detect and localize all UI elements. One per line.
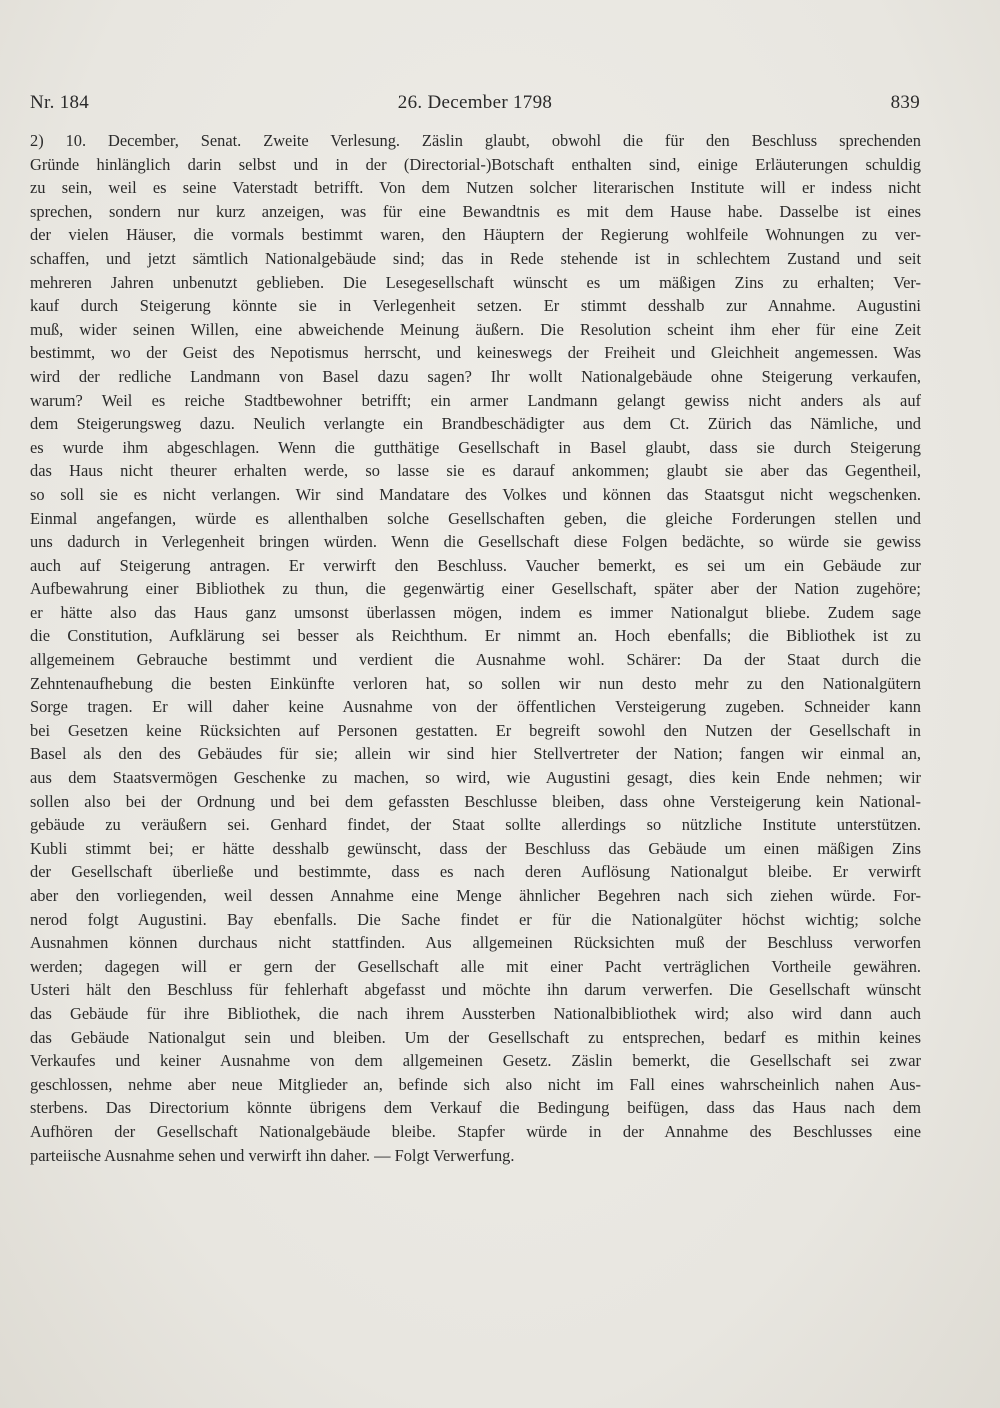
- issue-date: 26. December 1798: [397, 92, 553, 113]
- body-text: [30, 129, 921, 1167]
- text-line: zu sein, weil es seine Vaterstadt betrifft. Von dem Nutzen solcher literarischen Institute will er indess nicht: [30, 178, 921, 198]
- text-line: Ausnahmen können durchaus nicht stattfinden. Aus allgemeinen Rücksichten muß der Beschluss verworfen: [30, 933, 921, 953]
- text-line: kauf durch Steigerung könnte sie in Verlegenheit setzen. Er stimmt desshalb zur Annahme. Augustini: [30, 296, 921, 316]
- text-line: sprechen, sondern nur kurz anzeigen, was für eine Bewandtnis es mit dem Hause habe. Dasselbe ist eines: [30, 201, 921, 221]
- text-line: Basel als den des Gebäudes für sie; allein wir sind hier Stellvertreter der Nation; fangen wir einmal an,: [30, 744, 921, 764]
- text-line: der Gesellschaft überließe und bestimmte, dass es nach deren Auflösung Nationalgut bleibe. Er verwirft: [30, 862, 921, 882]
- text-line: uns dadurch in Verlegenheit bringen würden. Wenn die Gesellschaft diese Folgen bedächte, so würde sie gewiss: [30, 532, 921, 552]
- text-line: schaffen, und jetzt sämtlich Nationalgebäude sind; das in Rede stehende ist in schlechtem Zustand und seit: [30, 248, 921, 268]
- text-line: das Haus nicht theurer erhalten werde, so lasse sie es darauf ankommen; glaubt sie aber das Gegentheil,: [30, 461, 921, 481]
- text-line: nerod folgt Augustini. Bay ebenfalls. Die Sache findet er für die Nationalgüter höchst wichtig; solche: [30, 909, 921, 929]
- text-line: mehreren Jahren unbenutzt geblieben. Die Lesegesellschaft wünscht es um mäßigen Zins zu erhalten; Ver-: [30, 272, 921, 292]
- text-line: gebäude zu veräußern sei. Genhard findet, der Staat sollte allerdings so nützliche Institute unterstützen.: [30, 815, 921, 835]
- text-line: Usteri hält den Beschluss für fehlerhaft abgefasst und möchte ihn darum verwerfen. Die Gesellschaft wünscht: [30, 980, 921, 1000]
- text-line: 2) 10. December, Senat. Zweite Verlesung. Zäslin glaubt, obwohl die für den Beschluss sprechenden: [30, 131, 921, 150]
- text-line: warum? Weil es reiche Stadtbewohner betrifft; ein armer Landmann gelangt gewiss nicht anders als auf: [30, 390, 921, 410]
- text-line: geschlossen, nehme aber neue Mitglieder an, befinde sich also nicht im Fall eines wahrscheinlich nahen Aus-: [30, 1074, 921, 1094]
- text-line: Einmal angefangen, würde es allenthalben solche Gesellschaften geben, die gleiche Forderungen stellen und: [30, 508, 921, 528]
- text-line: er hätte also das Haus ganz umsonst überlassen mögen, indem es immer Nationalgut bliebe. Zudem sage: [30, 602, 921, 622]
- text-line: allgemeinem Gebrauche bestimmt und verdient die Ausnahme wohl. Schärer: Da der Staat durch die: [30, 650, 921, 670]
- text-line: aus dem Staatsvermögen Geschenke zu machen, so wird, wie Augustini gesagt, dies kein Ende nehmen; wir: [30, 768, 921, 788]
- text-line: bei Gesetzen keine Rücksichten auf Personen gestatten. Er begreift sowohl den Nutzen der Gesellschaft in: [30, 720, 921, 740]
- text-line: aber den vorliegenden, weil dessen Annahme eine Menge ähnlicher Begehren nach sich ziehen würde. For-: [30, 886, 921, 905]
- issue-number: Nr. 184: [30, 92, 90, 113]
- text-line: werden; dagegen will er gern der Gesellschaft alle mit einer Pacht verträglichen Vortheile gewähren.: [30, 956, 921, 976]
- text-line: wird der redliche Landmann von Basel dazu sagen? Ihr wollt Nationalgebäude ohne Steigerung verkaufen,: [30, 366, 921, 386]
- text-line: die Constitution, Aufklärung sei besser als Reichthum. Er nimmt an. Hoch ebenfalls; die Bibliothek ist zu: [30, 626, 921, 646]
- text-line: das Gebäude für ihre Bibliothek, die nach ihrem Aussterben Nationalbibliothek wird; also wird dann auch: [30, 1003, 921, 1023]
- text-line: dem Steigerungsweg dazu. Neulich verlangte ein Brandbeschädigter aus dem Ct. Zürich das Nämliche, und: [30, 414, 921, 434]
- text-line: Zehntenaufhebung die besten Einkünfte verloren hat, so sollen wir nun desto mehr zu den Nationalgütern: [30, 673, 921, 693]
- text-line: das Gebäude Nationalgut sein und bleiben. Um der Gesellschaft zu entsprechen, bedarf es mithin keines: [30, 1027, 921, 1047]
- text-line: muß, wider seinen Willen, eine abweichende Meinung äußern. Die Resolution scheint ihm eher für eine Zeit: [30, 319, 921, 339]
- text-line: so soll sie es nicht verlangen. Wir sind Mandatare des Volkes und können das Staatsgut nicht wegschenken.: [30, 484, 921, 504]
- text-line: Aufhören der Gesellschaft Nationalgebäude bleibe. Stapfer würde in der Annahme des Beschlusses eine: [30, 1121, 921, 1141]
- text-line: Aufbewahrung einer Bibliothek zu thun, die gegenwärtig einer Gesellschaft, später aber der Nation zugehöre;: [30, 579, 921, 599]
- text-line: Kubli stimmt bei; er hätte desshalb gewünscht, dass der Beschluss das Gebäude um einen mäßigen Zins: [30, 838, 921, 858]
- text-line: Gründe hinlänglich darin selbst und in der (Directorial-)Botschaft enthalten sind, einige Erläuterungen schuldig: [30, 154, 921, 174]
- text-line: Sorge tragen. Er will daher keine Ausnahme von der öffentlichen Versteigerung zugeben. Schneider kann: [30, 697, 921, 717]
- text-line: auch auf Steigerung antragen. Er verwirft den Beschluss. Vaucher bemerkt, es sei um ein Gebäude zur: [30, 555, 921, 575]
- page-number: 839: [890, 92, 920, 113]
- running-header: [30, 92, 920, 116]
- text-line: sollen also bei der Ordnung und bei dem gefassten Beschlusse bleiben, dass ohne Versteigerung kein National-: [30, 791, 921, 811]
- text-line: es wurde ihm abgeschlagen. Wenn die gutthätige Gesellschaft in Basel glaubt, dass sie durch Steigerung: [30, 437, 921, 457]
- text-line: parteiische Ausnahme sehen und verwirft ihn daher. — Folgt Verwerfung.: [30, 1145, 515, 1165]
- text-line: bestimmt, wo der Geist des Nepotismus herrscht, und keineswegs der Freiheit und Gleichheit angemessen. Was: [30, 343, 921, 363]
- text-line: Verkaufes und keiner Ausnahme von dem allgemeinen Gesetz. Zäslin bemerkt, die Gesellschaft sei zwar: [30, 1051, 921, 1071]
- text-line: sterbens. Das Directorium könnte übrigens dem Verkauf die Bedingung beifügen, dass das Haus nach dem: [30, 1098, 921, 1118]
- text-line: der vielen Häuser, die vormals bestimmt waren, den Häuptern der Regierung wohlfeile Wohnungen zu ver-: [30, 225, 921, 245]
